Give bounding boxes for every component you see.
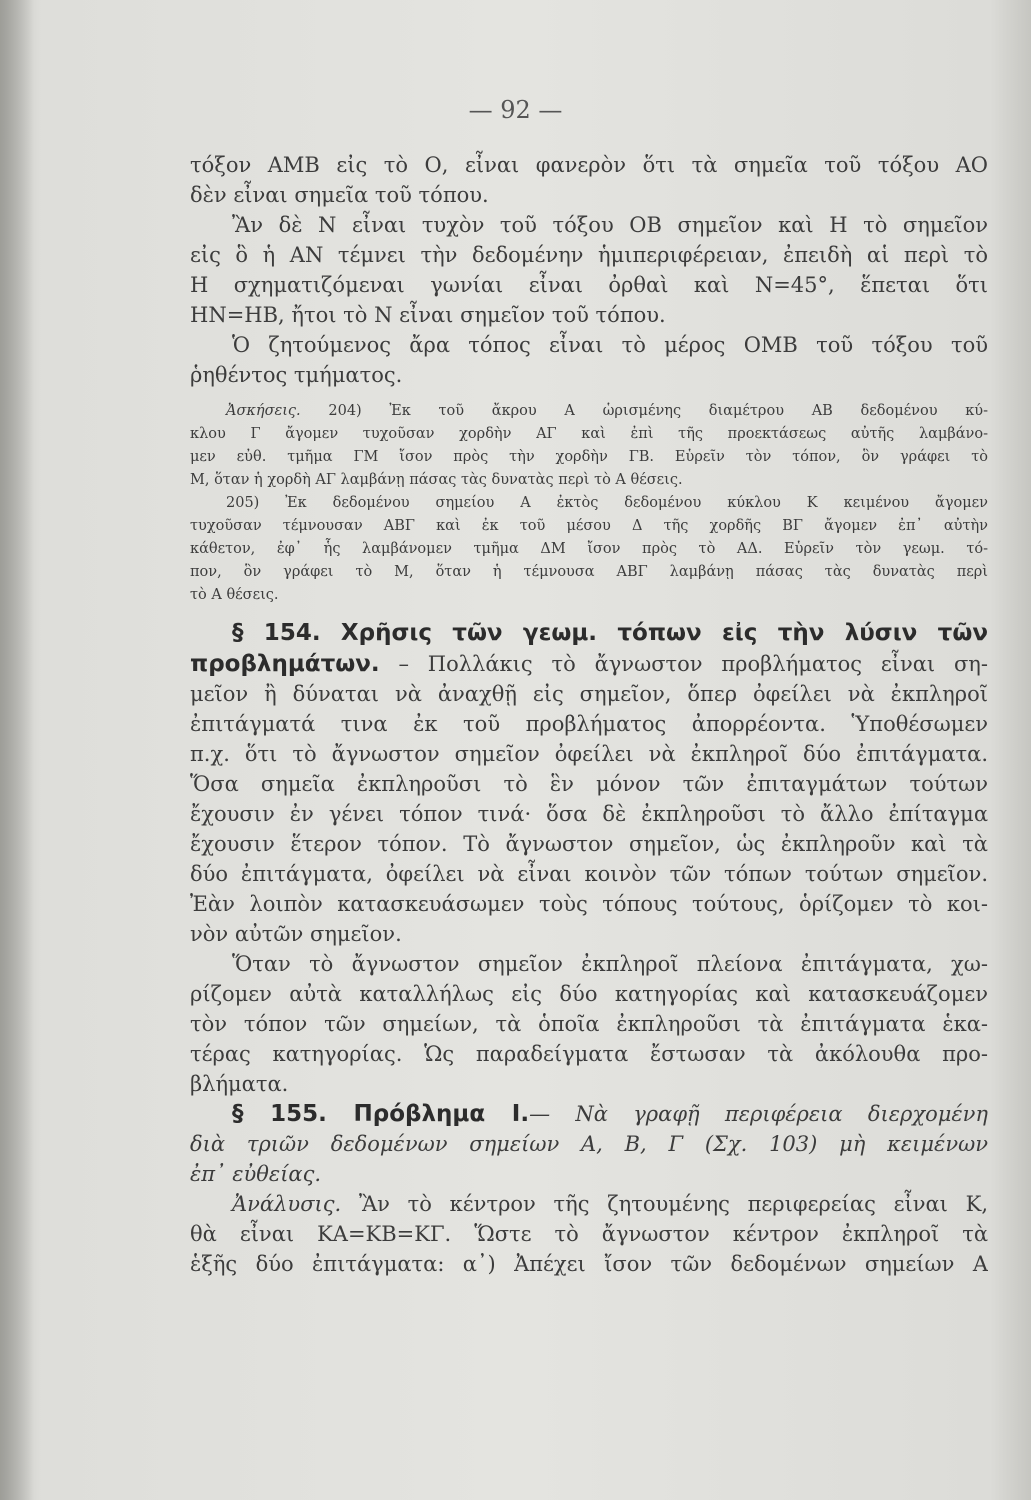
text-line: τὸν τόπον τῶν σημείων, τὰ ὁποῖα ἐκπληροῦσι τὰ ἐπιτάγματα ἑκα- [190, 1012, 988, 1036]
page-number: — 92 — [468, 96, 563, 124]
text-line: μεῖον ἢ δύναται νὰ ἀναχθῇ εἰς σημεῖον, ὅπερ ὀφείλει νὰ ἐκπληροῖ [190, 682, 988, 706]
exercise-204-line: Ἀσκήσεις. 204) Ἐκ τοῦ ἄκρου Α ὡρισμένης διαμέτρου ΑΒ δεδομένου κύ- [226, 403, 988, 419]
exercise-205-line: 205) Ἐκ δεδομένου σημείου Α ἐκτὸς δεδομένου κύκλου Κ κειμένου ἄγομεν [226, 495, 988, 511]
exercise-205-line: τυχοῦσαν τέμνουσαν ΑΒΓ καὶ ἐκ τοῦ μέσου Δ τῆς χορδῆς ΒΓ ἄγομεν ἐπ᾽ αὐτὴν [190, 518, 988, 534]
page-text [190, 150, 988, 1279]
text-line: τέρας κατηγορίας. Ὡς παραδείγματα ἔστωσαν τὰ ἀκόλουθα προ- [190, 1042, 988, 1066]
text-line: Ἂν δὲ Ν εἶναι τυχὸν τοῦ τόξου ΟΒ σημεῖον καὶ Η τὸ σημεῖον [232, 213, 988, 237]
binding-shadow [0, 0, 34, 1500]
text-line: Η σχηματιζόμεναι γωνίαι εἶναι ὀρθαὶ καὶ Ν=45°, ἕπεται ὅτι [190, 273, 988, 297]
section-155-heading-line: ἐπ᾽ εὐθείας. [190, 1162, 322, 1186]
text-line: Ὅσα σημεῖα ἐκπληροῦσι τὸ ἓν μόνον τῶν ἐπιταγμάτων τούτων [190, 772, 988, 796]
text-line: ΗΝ=ΗΒ, ἤτοι τὸ Ν εἶναι σημεῖον τοῦ τόπου. [190, 303, 666, 327]
text-line: τόξον ΑΜΒ εἰς τὸ Ο, εἶναι φανερὸν ὅτι τὰ σημεῖα τοῦ τόξου ΑΟ [190, 153, 988, 177]
section-154-title-continued: προβλημάτων. [190, 651, 380, 677]
paragraph-locus-proof [190, 150, 988, 390]
text-line: βλήματα. [190, 1072, 289, 1096]
text-line: ἔχουσιν ἐν γένει τόπον τινά· ὅσα δὲ ἐκπληροῦσι τὸ ἄλλο ἐπίταγμα [190, 802, 988, 826]
section-155-title: § 155. Πρόβλημα Ι. [232, 1101, 530, 1127]
section-154-body [190, 649, 988, 1099]
text-line: εἰς ὃ ἡ ΑΝ τέμνει τὴν δεδομένην ἡμιπεριφέρειαν, ἐπειδὴ αἱ περὶ τὸ [190, 243, 988, 267]
text-line: ρίζομεν αὐτὰ καταλλήλως εἰς δύο κατηγορίας καὶ κατασκευάζομεν [190, 982, 988, 1006]
text-line: Ἀνάλυσις. Ἂν τὸ κέντρον τῆς ζητουμένης περιφερείας εἶναι Κ, [232, 1192, 988, 1216]
text-line: δὲν εἶναι σημεῖα τοῦ τόπου. [190, 183, 489, 207]
text-line: δύο ἐπιτάγματα, ὀφείλει νὰ εἶναι κοινὸν τῶν τόπων τούτων σημεῖον. [190, 862, 988, 886]
exercise-204-line: Μ, ὅταν ἡ χορδὴ ΑΓ λαμβάνῃ πάσας τὰς δυνατὰς περὶ τὸ Α θέσεις. [190, 472, 683, 488]
exercise-205-line: πον, ὃν γράφει τὸ Μ, ὅταν ἡ τέμνουσα ΑΒΓ λαμβάνῃ πάσας τὰς δυνατὰς περὶ [190, 564, 988, 580]
text-line: Ἐὰν λοιπὸν κατασκευάσωμεν τοὺς τόπους τούτους, ὁρίζομεν τὸ κοι- [190, 892, 988, 916]
section-154-heading [190, 617, 988, 649]
analysis-label: Ἀνάλυσις. [232, 1192, 342, 1216]
exercises-label: Ἀσκήσεις. [226, 403, 301, 419]
exercise-204-line: κλου Γ ἄγομεν τυχοῦσαν χορδὴν ΑΓ καὶ ἐπὶ τῆς προεκτάσεως αὐτῆς λαμβάνο- [190, 426, 988, 442]
section-155-heading-line: διὰ τριῶν δεδομένων σημείων Α, Β, Γ (Σχ. 103) μὴ κειμένων [190, 1132, 988, 1156]
section-154-title: § 154. Χρῆσις τῶν γεωμ. τόπων εἰς τὴν λύσιν τῶν [232, 620, 988, 646]
text-line: νὸν αὐτῶν σημεῖον. [190, 922, 402, 946]
text-line: προβλημάτων. – Πολλάκις τὸ ἄγνωστον προβλήματος εἶναι ση- [190, 651, 988, 677]
exercise-204-line: μεν εὐθ. τμῆμα ΓΜ ἴσον πρὸς τὴν χορδὴν ΓΒ. Εὑρεῖν τὸν τόπον, ὃν γράφει τὸ [190, 449, 988, 465]
section-155 [190, 1099, 988, 1279]
text-line: ῥηθέντος τμήματος. [190, 363, 403, 387]
text-line: π.χ. ὅτι τὸ ἄγνωστον σημεῖον ὀφείλει νὰ ἐκπληροῖ δύο ἐπιτάγματα. [190, 742, 988, 766]
text-line: θὰ εἶναι ΚΑ=ΚΒ=ΚΓ. Ὥστε τὸ ἄγνωστον κέντρον ἐκπληροῖ τὰ [190, 1222, 988, 1246]
exercise-205-line: κάθετον, ἐφ᾽ ἧς λαμβάνομεν τμῆμα ΔΜ ἴσον πρὸς τὸ ΑΔ. Εὑρεῖν τὸν γεωμ. τό- [190, 541, 988, 557]
text-line: ἑξῆς δύο ἐπιτάγματα: α᾽) Ἀπέχει ἴσον τῶν δεδομένων σημείων Α [190, 1252, 988, 1276]
text-line: Ὁ ζητούμενος ἄρα τόπος εἶναι τὸ μέρος ΟΜΒ τοῦ τόξου τοῦ [232, 333, 988, 357]
exercise-205-line: τὸ Α θέσεις. [190, 587, 279, 603]
section-155-heading-line: § 155. Πρόβλημα Ι.— Νὰ γραφῇ περιφέρεια διερχομένη [232, 1101, 988, 1127]
text-line: ἔχουσιν ἕτερον τόπον. Τὸ ἄγνωστον σημεῖον, ὡς ἐκπληροῦν καὶ τὰ [190, 832, 988, 856]
text-line: ἐπιτάγματά τινα ἐκ τοῦ προβλήματος ἀπορρέοντα. Ὑποθέσωμεν [190, 712, 988, 736]
text-line: Ὅταν τὸ ἄγνωστον σημεῖον ἐκπληροῖ πλείονα ἐπιτάγματα, χω- [232, 952, 988, 976]
exercises [190, 400, 988, 607]
